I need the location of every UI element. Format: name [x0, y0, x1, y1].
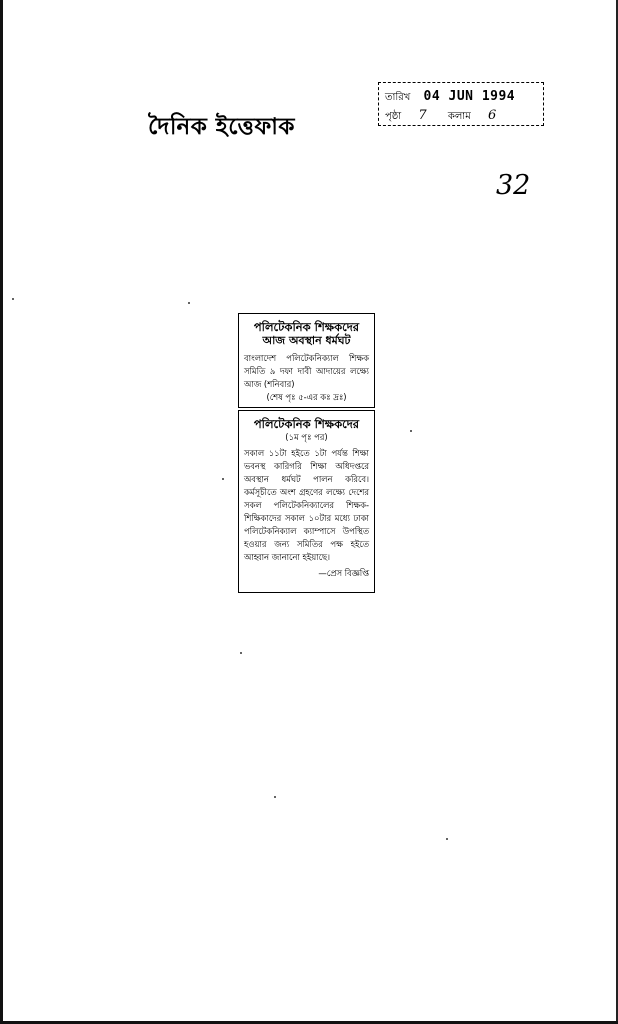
- news-clipping-front: [238, 313, 375, 408]
- stamp-date-value: 04 JUN 1994: [423, 89, 516, 104]
- scan-speck: [240, 652, 242, 654]
- handwritten-page-number: 32: [496, 170, 531, 201]
- scan-speck: [410, 430, 412, 432]
- news-clipping-continued: [238, 410, 375, 593]
- clipping-body: বাংলাদেশ পলিটেকনিক্যাল শিক্ষক সমিতি ৯ দফা দাবী আদায়ের লক্ষ্যে আজ (শনিবার): [244, 352, 369, 389]
- press-release-signature: —প্রেস বিজ্ঞপ্তি: [318, 568, 369, 579]
- newspaper-masthead: দৈনিক ইত্তেফাক: [148, 113, 296, 140]
- date-stamp: [378, 82, 544, 126]
- stamp-date-row: [385, 90, 515, 103]
- stamp-date-label: তারিখ: [385, 92, 411, 103]
- stamp-page-row: [385, 109, 496, 122]
- continued-body: সকাল ১১টা হইতে ১টা পর্যন্ত শিক্ষা ভবনস্থ কারিগরি শিক্ষা অধিদপ্তরে অবস্থান ধর্মঘট পালন করিবে। কর্মসূচীতে অংশ গ্রহণের লক্ষ্যে দেশের সকল পলিটেকনিক্যালের শিক্ষক-শিক্ষিকাদের সকাল ১০টার মধ্যে ঢাকা পলিটেকনিক্যাল ক্যাম্পাসে উপস্থিত হওয়ার জন্য সমিতির পক্ষ হইতে আহ্বান জানানো হইয়াছে।: [244, 447, 369, 563]
- scan-speck: [188, 302, 190, 304]
- stamp-page-value: 7: [418, 108, 427, 123]
- scan-speck: [274, 796, 276, 798]
- stamp-column-label: কলাম: [447, 111, 471, 122]
- scan-speck: [446, 838, 448, 840]
- scan-edge-left: [0, 0, 3, 1024]
- stamp-page-label: পৃষ্ঠা: [385, 111, 402, 122]
- scan-speck: [12, 298, 14, 300]
- scan-speck: [222, 478, 224, 480]
- clipping-headline: পলিটেকনিক শিক্ষকদের: [253, 320, 360, 334]
- clipping-continuation-note: (শেষ পৃঃ ৫-এর কঃ দ্রঃ): [266, 391, 347, 402]
- stamp-column-value: 6: [487, 108, 497, 123]
- clipping-subhead: আজ অবস্থান ধর্মঘট: [262, 334, 351, 348]
- continued-headline: পলিটেকনিক শিক্ষকদের: [253, 417, 360, 431]
- continued-reference: (১ম পৃঃ পর): [285, 432, 328, 443]
